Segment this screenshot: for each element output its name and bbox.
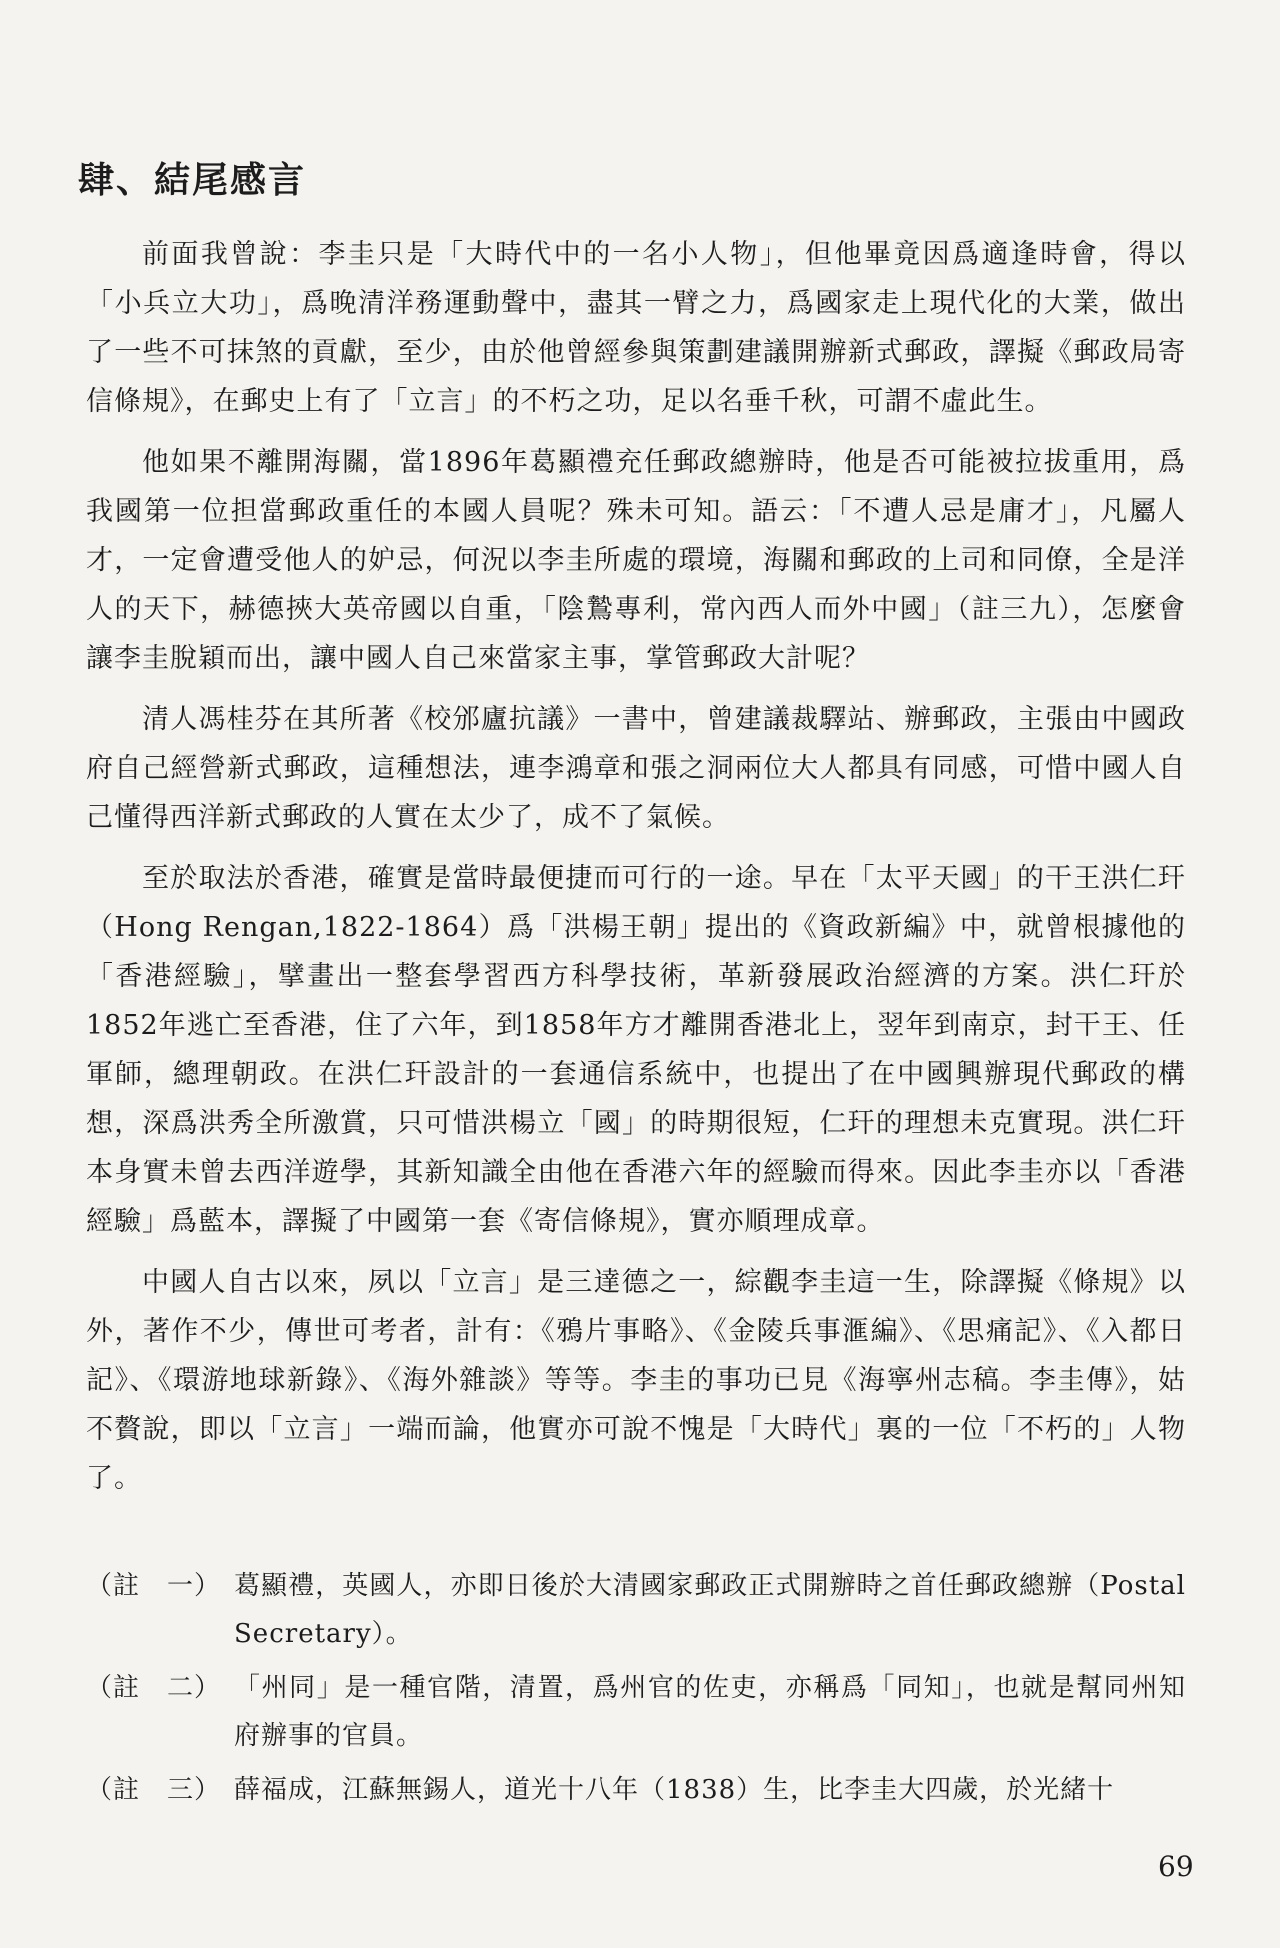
- body-text: [86, 230, 1186, 1515]
- footnote-text: 薛福成，江蘇無錫人，道光十八年（1838）生，比李圭大四歲，於光緒十: [234, 1775, 1115, 1805]
- page-number: 69: [1158, 1850, 1194, 1883]
- footnote-label: （註 一）: [86, 1571, 222, 1601]
- paragraph: 中國人自古以來，夙以「立言」是三達德之一，綜觀李圭這一生，除譯擬《條規》以外，著作不少，傳世可考者，計有：《鴉片事略》、《金陵兵事滙編》、《思痛記》、《入都日記》、《環游地球新錄》、《海外雜談》等等。李圭的事功已見《海寧州志稿。李圭傳》，姑不贅說，即以「立言」一端而論，他實亦可說不愧是「大時代」裏的一位「不朽的」人物了。: [86, 1267, 1186, 1494]
- footnote-text: 葛顯禮，英國人，亦即日後於大清國家郵政正式開辦時之首任郵政總辦（Postal Secretary）。: [234, 1571, 1186, 1649]
- section-title: 肆、結尾感言: [78, 160, 307, 201]
- footnote: [86, 1562, 1186, 1658]
- footnote-label: （註 三）: [86, 1775, 222, 1805]
- paragraph: 至於取法於香港，確實是當時最便捷而可行的一途。早在「太平天國」的干王洪仁玕（Hong Rengan,1822-1864）爲「洪楊王朝」提出的《資政新編》中，就曾根據他的「香港經驗」，擘畫出一整套學習西方科學技術，革新發展政治經濟的方案。洪仁玕於1852年逃亡至香港，住了六年，到1858年方才離開香港北上，翌年到南京，封干王、任軍師，總理朝政。在洪仁玕設計的一套通信系統中，也提出了在中國興辦現代郵政的構想，深爲洪秀全所激賞，只可惜洪楊立「國」的時期很短，仁玕的理想未克實現。洪仁玕本身實未曾去西洋遊學，其新知識全由他在香港六年的經驗而得來。因此李圭亦以「香港經驗」爲藍本，譯擬了中國第一套《寄信條規》，實亦順理成章。: [86, 863, 1186, 1237]
- paragraph: 前面我曾說：李圭只是「大時代中的一名小人物」，但他畢竟因爲適逢時會，得以「小兵立大功」，爲晚清洋務運動聲中，盡其一臂之力，爲國家走上現代化的大業，做出了一些不可抹煞的貢獻，至少，由於他曾經參與策劃建議開辦新式郵政，譯擬《郵政局寄信條規》，在郵史上有了「立言」的不朽之功，足以名垂千秋，可謂不虛此生。: [86, 239, 1186, 417]
- footnote-label: （註 二）: [86, 1673, 222, 1703]
- footnote: [86, 1664, 1186, 1760]
- footnote: [86, 1766, 1186, 1814]
- footnotes: [86, 1562, 1186, 1820]
- paragraph: 他如果不離開海關，當1896年葛顯禮充任郵政總辦時，他是否可能被拉拔重用，爲我國第一位担當郵政重任的本國人員呢？殊未可知。語云：「不遭人忌是庸才」，凡屬人才，一定會遭受他人的妒忌，何況以李圭所處的環境，海關和郵政的上司和同僚，全是洋人的天下，赫德挾大英帝國以自重，「陰鷙專利，常內西人而外中國」（註三九），怎麼會讓李圭脫穎而出，讓中國人自己來當家主事，掌管郵政大計呢？: [86, 447, 1186, 674]
- footnote-text: 「州同」是一種官階，清置，爲州官的佐吏，亦稱爲「同知」，也就是幫同州知府辦事的官員。: [234, 1673, 1186, 1751]
- paragraph: 清人馮桂芬在其所著《校邠廬抗議》一書中，曾建議裁驛站、辦郵政，主張由中國政府自己經營新式郵政，這種想法，連李鴻章和張之洞兩位大人都具有同感，可惜中國人自己懂得西洋新式郵政的人實在太少了，成不了氣候。: [86, 704, 1186, 833]
